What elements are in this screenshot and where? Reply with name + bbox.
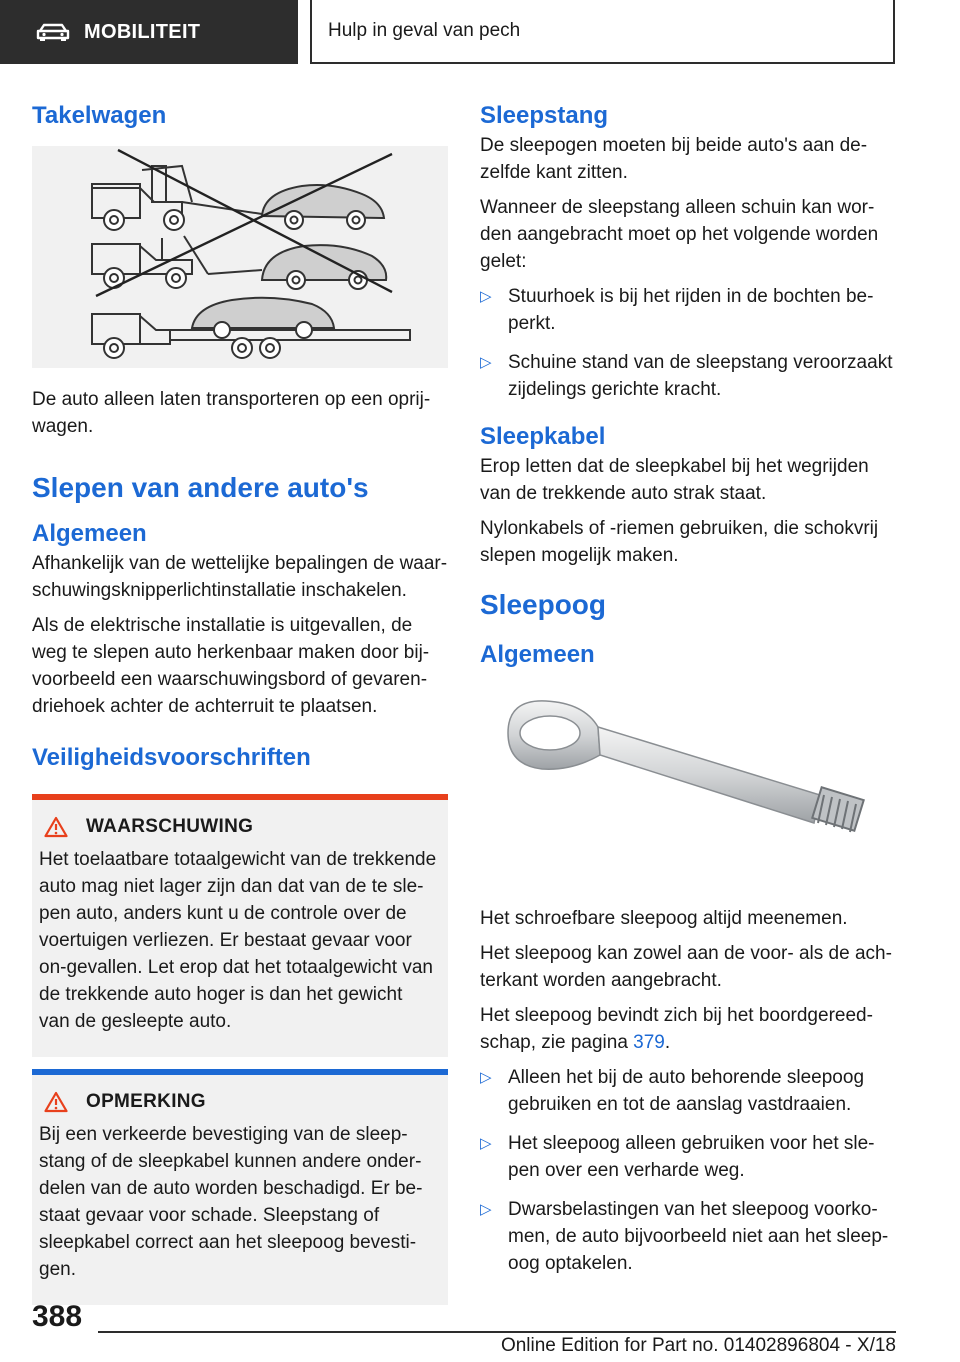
chapter-header — [310, 0, 895, 64]
sleepoog-paragraph-3: Het sleepoog bevindt zich bij het boordgereed-schap, zie pagina 379. — [480, 1005, 873, 1053]
chapter-title: Hulp in geval van pech — [328, 20, 521, 41]
heading-slepen: Slepen van andere auto's — [32, 472, 369, 503]
list-item: ▷ Dwarsbelastingen van het sleepoog voorko-men, de auto bijvoorbeeld niet aan het sleep-oog optakelen. — [480, 1196, 896, 1277]
bullet-triangle-icon: ▷ — [480, 1201, 492, 1218]
sleepstang-paragraph-2: Wanneer de sleepstang alleen schuin kan wor-den aangebracht moet op het volgende worden gelet: — [480, 197, 879, 272]
heading-sleepkabel: Sleepkabel — [480, 423, 606, 450]
section-label: MOBILITEIT — [84, 20, 201, 43]
heading-sleepoog: Sleepoog — [480, 589, 607, 620]
note-box — [32, 1069, 448, 1305]
bullet-triangle-icon: ▷ — [480, 1069, 492, 1086]
heading-veiligheid: Veiligheidsvoorschriften — [32, 744, 311, 771]
algemeen-paragraph-2: Als de elektrische installatie is uitgevallen, de weg te slepen auto herkenbaar maken door bij-voorbeeld een waarschuwingsbord of gevaren-driehoek achter de achterruit te plaatsen. — [32, 615, 430, 717]
list-item: ▷ Schuine stand van de sleepstang veroorzaakt zijdelings gerichte kracht. — [480, 349, 896, 403]
note-title: OPMERKING — [86, 1091, 206, 1112]
warning-triangle-icon — [44, 816, 68, 838]
sleepkabel-paragraph-2: Nylonkabels of -riemen gebruiken, die schokvrij slepen mogelijk maken. — [480, 518, 879, 566]
list-item: ▷ Stuurhoek is bij het rijden in de bochten be-perkt. — [480, 283, 896, 337]
sleepoog-list — [480, 1064, 896, 1277]
bullet-triangle-icon: ▷ — [480, 354, 492, 371]
sleepstang-paragraph-1: De sleepogen moeten bij beide auto's aan de-zelfde kant zitten. — [480, 135, 868, 183]
heading-sleepstang: Sleepstang — [480, 102, 609, 129]
section-tab — [0, 0, 298, 64]
heading-takelwagen: Takelwagen — [32, 102, 167, 129]
sleepkabel-paragraph-1: Erop letten dat de sleepkabel bij het wegrijden van de trekkende auto strak staat. — [480, 456, 869, 504]
page-link-379[interactable]: 379 — [633, 1032, 665, 1053]
sleepoog-paragraph-1: Het schroefbare sleepoog altijd meenemen. — [480, 908, 848, 929]
note-title-row — [39, 1091, 438, 1113]
car-icon — [36, 22, 70, 42]
footer-edition: Online Edition for Part no. 01402896804 - X/18 — [500, 1335, 896, 1356]
algemeen-paragraph-1: Afhankelijk van de wettelijke bepalingen de waar-schuwingsknipperlichtinstallatie inschakelen. — [32, 553, 448, 601]
list-item: ▷ Alleen het bij de auto behorende sleepoog gebruiken en tot de aanslag vastdraaien. — [480, 1064, 896, 1118]
tow-eye-illustration — [480, 691, 896, 891]
caution-triangle-icon — [44, 1091, 68, 1113]
tow-truck-drawing — [32, 146, 448, 368]
takelwagen-text: De auto alleen laten transporteren op een oprij-wagen. — [32, 389, 431, 437]
bullet-triangle-icon: ▷ — [480, 1135, 492, 1152]
warning-box — [32, 794, 448, 1057]
warning-title-row — [39, 816, 438, 838]
heading-algemeen-left: Algemeen — [32, 520, 147, 547]
sleepoog-paragraph-2: Het sleepoog kan zowel aan de voor- als de ach-terkant worden aangebracht. — [480, 943, 892, 991]
warning-text: Het toelaatbare totaalgewicht van de trekkende auto mag niet lager zijn dan dat van de te sle-pen auto, anders kunt u de controle over de voertuigen verliezen. Er bestaat gevaar voor on-gevallen. Let erop dat het totaalgewicht van de trekkende auto hoger is dan het gewicht van de gesleepte auto. — [39, 849, 437, 1032]
list-item: ▷ Het sleepoog alleen gebruiken voor het sle-pen over een verharde weg. — [480, 1130, 896, 1184]
tow-eye-drawing — [480, 691, 896, 891]
warning-title: WAARSCHUWING — [86, 816, 254, 837]
heading-algemeen-right: Algemeen — [480, 641, 595, 668]
right-column — [480, 100, 896, 1277]
left-column — [32, 100, 448, 1305]
page-number: 388 — [32, 1300, 83, 1333]
footer-rule — [98, 1331, 896, 1333]
bullet-triangle-icon: ▷ — [480, 288, 492, 305]
tow-truck-illustration — [32, 146, 448, 368]
note-text: Bij een verkeerde bevestiging van de sleep-stang of de sleepkabel kunnen andere onder-delen van de auto worden beschadigd. Er be-staat gevaar voor schade. Sleepstang of sleepkabel correct aan het sleepoog bevesti-gen. — [39, 1124, 423, 1280]
sleepstang-list — [480, 283, 896, 403]
